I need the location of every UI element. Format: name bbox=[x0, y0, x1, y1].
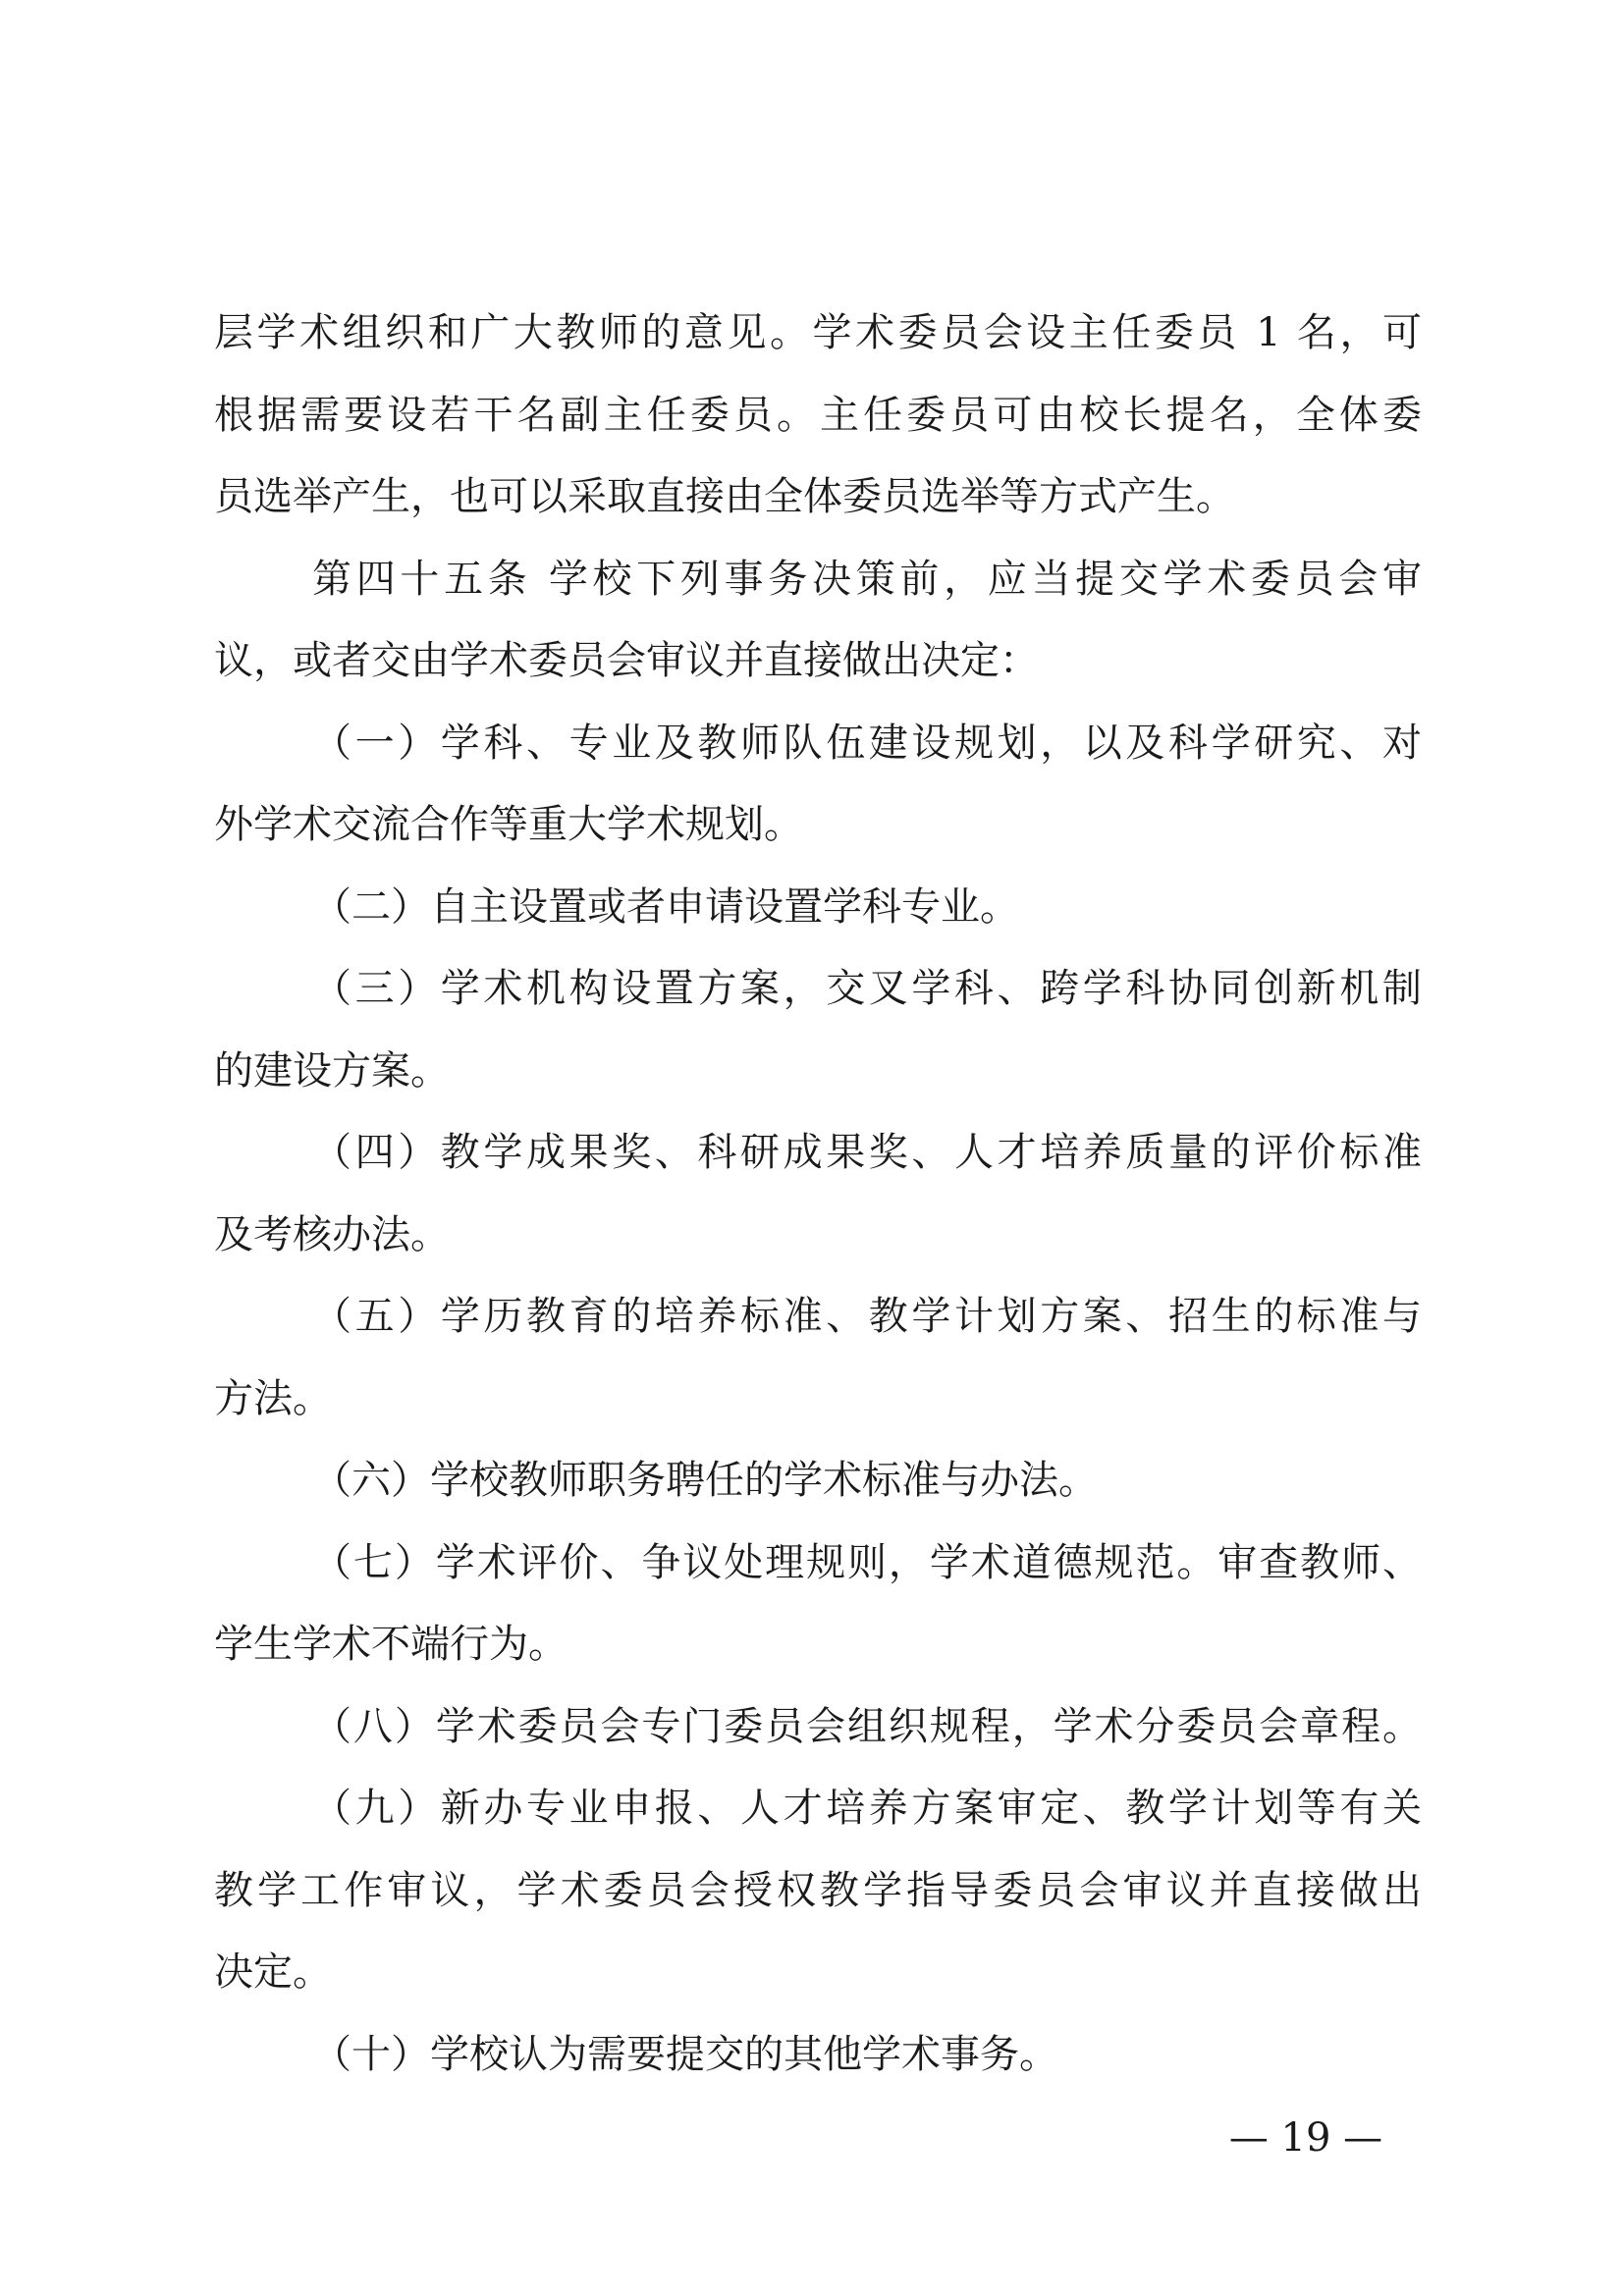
text-line: 的建设方案。 bbox=[214, 1047, 450, 1094]
text-line: 外学术交流合作等重大学术规划。 bbox=[214, 802, 803, 847]
text-line: （一）学科、专业及教师队伍建设规划，以及科学研究、对 bbox=[312, 720, 1422, 766]
text-line: （十）学校认为需要提交的其他学术事务。 bbox=[312, 2031, 1058, 2077]
text-line: （三）学术机构设置方案，交叉学科、跨学科协同创新机制 bbox=[312, 966, 1422, 1011]
page-number: — 19 — bbox=[1228, 2115, 1383, 2161]
text-line: 议，或者交由学术委员会审议并直接做出决定： bbox=[214, 638, 1039, 683]
text-line: 第四十五条 学校下列事务决策前，应当提交学术委员会审 bbox=[312, 556, 1422, 602]
text-line: 员选举产生，也可以采取直接由全体委员选举等方式产生。 bbox=[214, 474, 1235, 519]
text-line: （九）新办专业申报、人才培养方案审定、教学计划等有关 bbox=[312, 1786, 1422, 1831]
text-line: 层学术组织和广大教师的意见。学术委员会设主任委员 1 名，可 bbox=[214, 310, 1422, 355]
text-line: （二）自主设置或者申请设置学科专业。 bbox=[312, 883, 1019, 930]
text-line: 方法。 bbox=[214, 1375, 332, 1421]
text-line: （五）学历教育的培养标准、教学计划方案、招生的标准与 bbox=[312, 1294, 1422, 1339]
text-line: （七）学术评价、争议处理规则，学术道德规范。审查教师、 bbox=[312, 1539, 1422, 1585]
text-line: 教学工作审议，学术委员会授权教学指导委员会审议并直接做出 bbox=[214, 1867, 1422, 1913]
text-line: （四）教学成果奖、科研成果奖、人才培养质量的评价标准 bbox=[312, 1130, 1422, 1175]
text-line: 决定。 bbox=[214, 1949, 332, 1995]
text-line: （六）学校教师职务聘任的学术标准与办法。 bbox=[312, 1458, 1098, 1503]
text-line: 根据需要设若干名副主任委员。主任委员可由校长提名，全体委 bbox=[214, 392, 1422, 438]
body-text bbox=[214, 293, 1422, 2096]
text-line: （八）学术委员会专门委员会组织规程，学术分委员会章程。 bbox=[312, 1703, 1422, 1749]
text-line: 及考核办法。 bbox=[214, 1211, 450, 1257]
text-line: 学生学术不端行为。 bbox=[214, 1622, 568, 1667]
